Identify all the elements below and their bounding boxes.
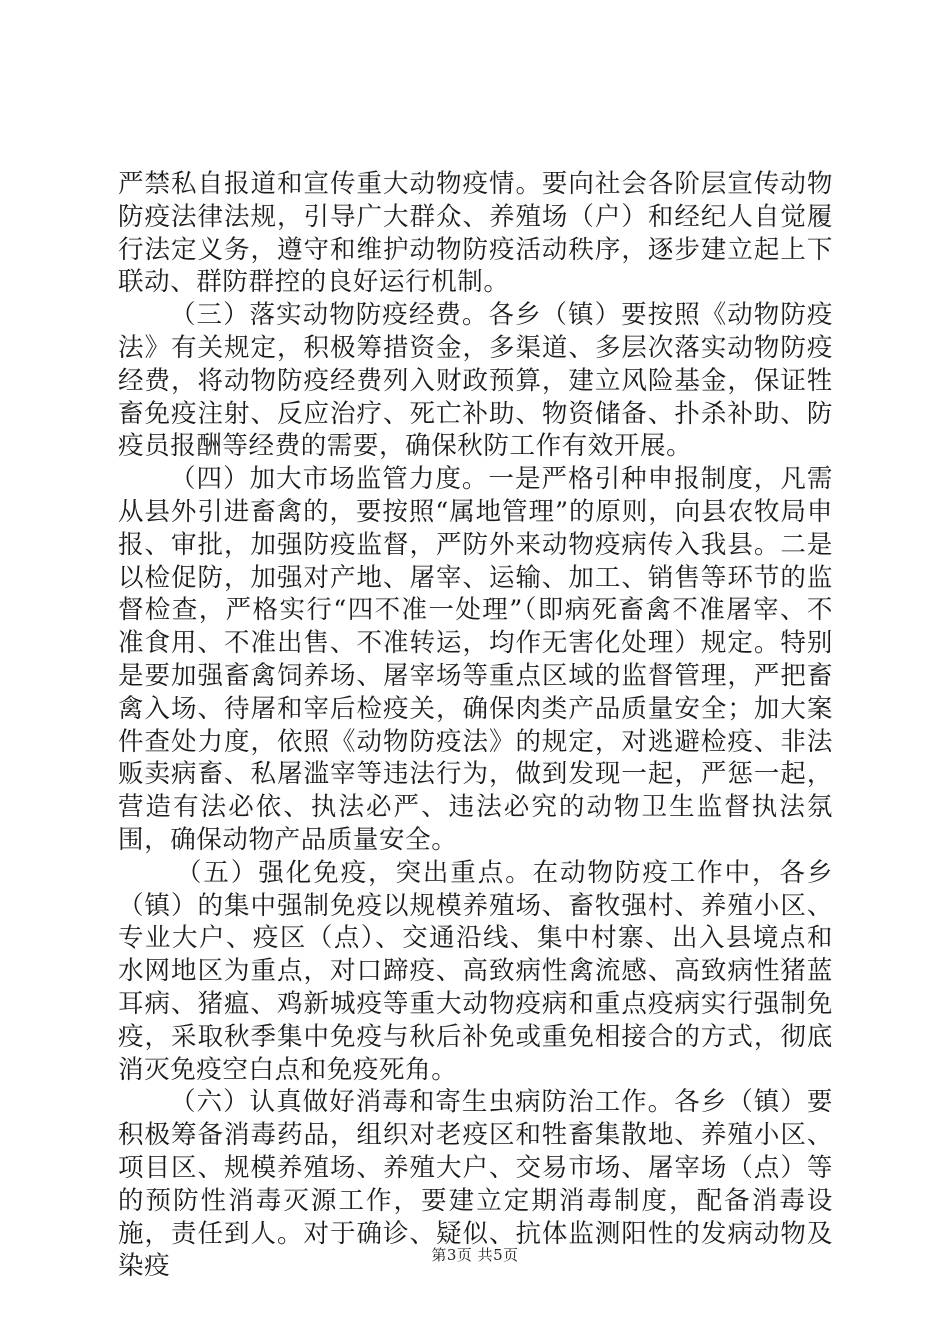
paragraph-section-4: （四）加大市场监管力度。一是严格引种申报制度，凡需从县外引进畜禽的，要按照“属地管理”的原则，向县农牧局申报、审批，加强防疫监督，严防外来动物疫病传入我县。二是以检促防，加强对产地、屠宰、运输、加工、销售等环节的监督检查，严格实行“四不准一处理”（即病死畜禽不准屠宰、不准食用、不准出售、不准转运，均作无害化处理）规定。特别是要加强畜禽饲养场、屠宰场等重点区域的监督管理，严把畜禽入场、待屠和宰后检疫关，确保肉类产品质量安全；加大案件查处力度，依照《动物防疫法》的规定，对逃避检疫、非法贩卖病畜、私屠滥宰等违法行为，做到发现一起，严惩一起，营造有法必依、执法必严、违法必究的动物卫生监督执法氛围，确保动物产品质量安全。	[118, 464, 833, 855]
page-number-footer: 第3页 共5页	[431, 1246, 519, 1264]
paragraph-continued: 严禁私自报道和宣传重大动物疫情。要向社会各阶层宣传动物防疫法律法规，引导广大群众、养殖场（户）和经纪人自觉履行法定义务，遵守和维护动物防疫活动秩序，逐步建立起上下联动、群防群控的良好运行机制。	[118, 169, 833, 298]
document-body	[118, 168, 833, 1283]
paragraph-section-6: （六）认真做好消毒和寄生虫病防治工作。各乡（镇）要积极筹备消毒药品，组织对老疫区和牲畜集散地、养殖小区、项目区、规模养殖场、养殖大户、交易市场、屠宰场（点）等的预防性消毒灭源工作，要建立定期消毒制度，配备消毒设施，责任到人。对于确诊、疑似、抗体监测阳性的发病动物及染疫	[118, 1087, 833, 1282]
paragraph-section-3: （三）落实动物防疫经费。各乡（镇）要按照《动物防疫法》有关规定，积极筹措资金，多渠道、多层次落实动物防疫经费，将动物防疫经费列入财政预算，建立风险基金，保证牲畜免疫注射、反应治疗、死亡补助、物资储备、扑杀补助、防疫员报酬等经费的需要，确保秋防工作有效开展。	[118, 300, 833, 462]
paragraph-section-5: （五）强化免疫，突出重点。在动物防疫工作中，各乡（镇）的集中强制免疫以规模养殖场、畜牧强村、养殖小区、专业大户、疫区（点）、交通沿线、集中村寨、出入县境点和水网地区为重点，对口蹄疫、高致病性禽流感、高致病性猪蓝耳病、猪瘟、鸡新城疫等重大动物疫病和重点疫病实行强制免疫，采取秋季集中免疫与秋后补免或重免相接合的方式，彻底消灭免疫空白点和免疫死角。	[118, 857, 833, 1085]
